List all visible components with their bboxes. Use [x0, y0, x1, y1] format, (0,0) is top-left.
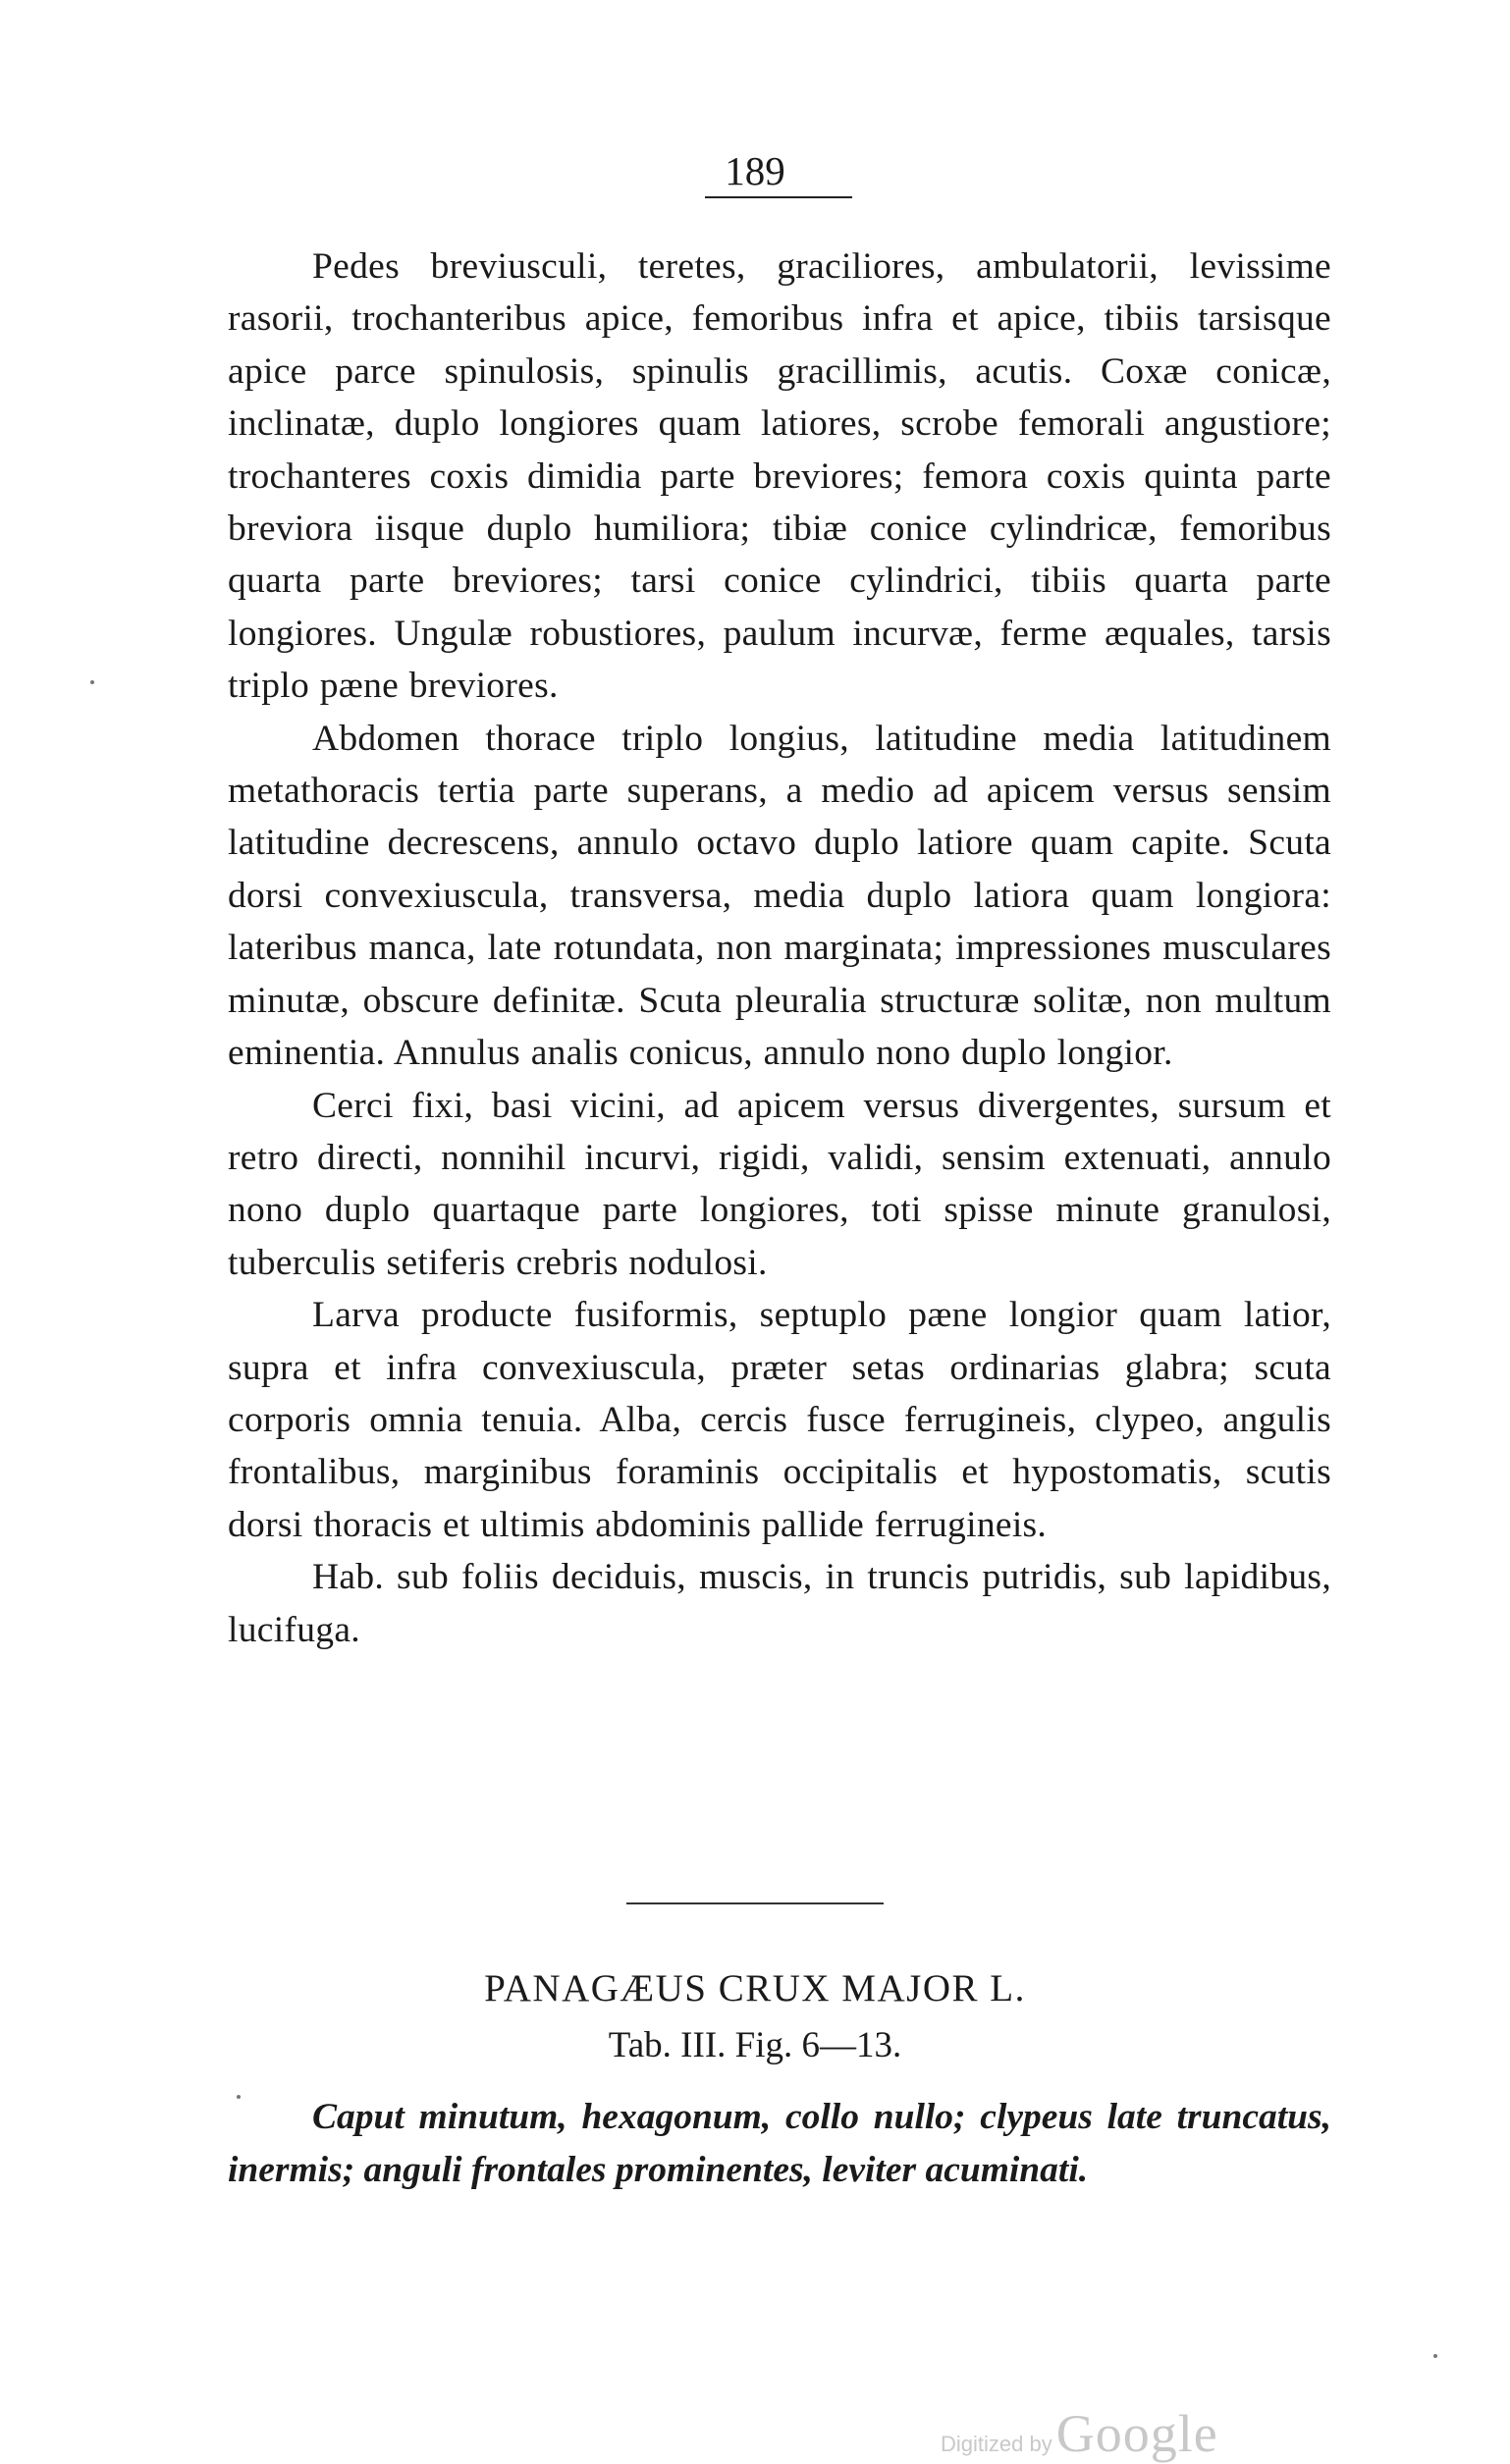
- paragraph-cerci: Cerci fixi, basi vicini, ad apicem versus divergentes, sursum et retro directi, nonnihil incurvi, rigidi, validi, sensim extenuati, annulo nono duplo quartaque parte longiores, toti spisse minute granulosi, tuberculis setiferis crebris nodulosi.: [228, 1085, 1331, 1283]
- plate-reference: Tab. III. Fig. 6—13.: [608, 2025, 902, 2065]
- page-number-rule: [705, 196, 852, 198]
- diagnosis-paragraph: Caput minutum, hexagonum, collo nullo; clypeus late truncatus, inermis; anguli frontales prominentes, leviter acuminati.: [228, 2097, 1331, 2190]
- species-heading: PANAGÆUS CRUX MAJOR L.: [484, 1967, 1026, 2009]
- watermark-prefix: Digitized by: [941, 2432, 1052, 2456]
- watermark-brand: Google: [1055, 2404, 1218, 2463]
- paragraph-abdomen: Abdomen thorace triplo longius, latitudine media latitudinem metathoracis tertia parte superans, a medio ad apicem versus sensim latitudine decrescens, annulo octavo duplo latiore quam capite. Scuta dorsi convexiuscula, transversa, media duplo latiora quam longiora: lateribus manca, late rotundata, non marginata; impressiones musculares minutæ, obscure definitæ. Scuta pleuralia structuræ solitæ, non multum eminentia. Annulus analis conicus, annulo nono duplo longior.: [228, 718, 1331, 1074]
- page-number: 189: [725, 148, 785, 193]
- digitized-watermark: [941, 2403, 1218, 2464]
- section-divider: [626, 1902, 884, 1904]
- scan-speck: [1433, 2354, 1437, 2358]
- body-text: [228, 241, 1331, 1656]
- paragraph-habitat: Hab. sub foliis deciduis, muscis, in truncis putridis, sub lapidibus, lucifuga.: [228, 1557, 1331, 1650]
- scan-speck: [237, 2095, 241, 2099]
- scan-speck: [90, 680, 94, 684]
- paragraph-legs: Pedes breviusculi, teretes, graciliores, ambulatorii, levissime rasorii, trochanteribus apice, femoribus infra et apice, tibiis tarsisque apice parce spinulosis, spinulis gracillimis, acutis. Coxæ conicæ, inclinatæ, duplo longiores quam latiores, scrobe femorali angustiore; trochanteres coxis dimidia parte breviores; femora coxis quinta parte breviora iisque duplo humiliora; tibiæ conice cylindricæ, femoribus quarta parte breviores; tarsi conice cylindrici, tibiis quarta parte longiores. Ungulæ robustiores, paulum incurvæ, ferme æquales, tarsis triplo pæne breviores.: [228, 246, 1331, 707]
- paragraph-larva: Larva producte fusiformis, septuplo pæne longior quam latior, supra et infra convexiuscula, præter setas ordinarias glabra; scuta corporis omnia tenuia. Alba, cercis fusce ferrugineis, clypeo, angulis frontalibus, marginibus foraminis occipitalis et hypostomatis, scutis dorsi thoracis et ultimis abdominis pallide ferrugineis.: [228, 1295, 1331, 1545]
- diagnosis-text: [228, 2091, 1331, 2197]
